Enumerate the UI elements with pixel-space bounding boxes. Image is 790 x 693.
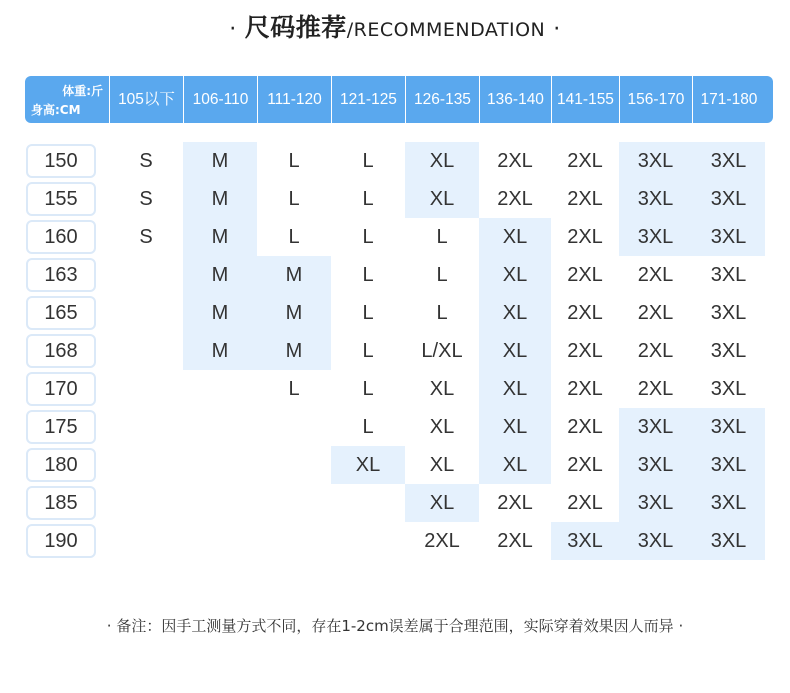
size-cell: 3XL xyxy=(710,378,747,400)
height-unit-label: 身高:CM xyxy=(31,103,81,117)
size-cell: 2XL xyxy=(637,378,674,400)
height-cell: 170 xyxy=(26,372,96,406)
height-cell: 163 xyxy=(26,258,96,292)
size-cell: L xyxy=(288,188,300,210)
title-english: /RECOMMENDATION xyxy=(346,19,546,41)
size-cell: 3XL xyxy=(637,226,674,248)
size-cell: M xyxy=(211,226,229,248)
size-cell: M xyxy=(285,302,303,324)
size-cell: L xyxy=(362,416,374,438)
size-cell: 2XL xyxy=(567,378,603,400)
size-cell: 3XL xyxy=(637,150,674,172)
size-cell: 2XL xyxy=(637,302,674,324)
height-cell: 168 xyxy=(26,334,96,368)
size-cell: 3XL xyxy=(710,188,747,210)
size-cell: XL xyxy=(429,454,455,476)
height-cell: 155 xyxy=(26,182,96,216)
size-cell: 2XL xyxy=(497,530,533,552)
size-cell: M xyxy=(211,340,229,362)
size-cell: S xyxy=(139,150,153,172)
size-cell: XL xyxy=(429,188,455,210)
height-cell: 150 xyxy=(26,144,96,178)
size-cell: 3XL xyxy=(710,226,747,248)
size-cell: XL xyxy=(502,302,528,324)
size-cell: XL xyxy=(502,226,528,248)
size-cell: 2XL xyxy=(497,150,533,172)
size-cell: L xyxy=(362,302,374,324)
size-cell: 3XL xyxy=(710,302,747,324)
size-cell: XL xyxy=(502,416,528,438)
size-cell: L xyxy=(288,150,300,172)
header-column-6: 136-140 xyxy=(479,76,551,123)
size-cell: 3XL xyxy=(710,416,747,438)
size-cell: 3XL xyxy=(637,416,674,438)
header-column-4: 121-125 xyxy=(331,76,405,123)
size-cell: L xyxy=(362,150,374,172)
size-cell: XL xyxy=(355,454,381,476)
size-cell: 3XL xyxy=(710,530,747,552)
size-cell: L xyxy=(436,226,448,248)
size-cell: 3XL xyxy=(710,340,747,362)
size-cell: XL xyxy=(429,492,455,514)
size-cell: 2XL xyxy=(567,150,603,172)
height-cell: 185 xyxy=(26,486,96,520)
size-cell: 2XL xyxy=(567,264,603,286)
size-cell: 2XL xyxy=(567,340,603,362)
title-chinese: 尺码推荐 xyxy=(244,13,347,42)
size-cell: XL xyxy=(429,378,455,400)
size-cell: XL xyxy=(502,340,528,362)
size-cell: M xyxy=(211,188,229,210)
size-cell: M xyxy=(211,302,229,324)
size-cell: L xyxy=(362,264,374,286)
height-cell: 180 xyxy=(26,448,96,482)
size-cell: 2XL xyxy=(567,416,603,438)
size-cell: 3XL xyxy=(567,530,603,552)
size-cell: 2XL xyxy=(497,188,533,210)
size-cell: S xyxy=(139,188,153,210)
size-cell: L xyxy=(362,340,374,362)
size-cell: L xyxy=(362,226,374,248)
height-cell: 160 xyxy=(26,220,96,254)
header-column-1: 105以下 xyxy=(109,76,183,123)
size-cell: L xyxy=(362,188,374,210)
size-cell: 3XL xyxy=(637,492,674,514)
size-cell: 3XL xyxy=(710,150,747,172)
size-cell: L xyxy=(436,302,448,324)
size-cell: L xyxy=(288,378,300,400)
size-cell: 2XL xyxy=(567,492,603,514)
size-cell: 2XL xyxy=(567,302,603,324)
size-cell: XL xyxy=(502,264,528,286)
size-cell: 2XL xyxy=(424,530,460,552)
size-cell: L xyxy=(436,264,448,286)
footnote: · 备注：因手工测量方式不同，存在1-2cm误差属于合理范围，实际穿着效果因人而异 · xyxy=(106,617,684,635)
size-cell: M xyxy=(285,340,303,362)
size-cell: 3XL xyxy=(637,454,674,476)
height-cell: 175 xyxy=(26,410,96,444)
size-cell: 2XL xyxy=(567,454,603,476)
size-cell: 3XL xyxy=(710,492,747,514)
size-cell: XL xyxy=(429,416,455,438)
size-cell: 2XL xyxy=(637,340,674,362)
size-cell: XL xyxy=(502,454,528,476)
height-cell: 165 xyxy=(26,296,96,330)
title-dot-left: · xyxy=(229,17,237,42)
size-cell: XL xyxy=(429,150,455,172)
size-cell: 2XL xyxy=(567,188,603,210)
size-cell: 3XL xyxy=(710,454,747,476)
size-cell: 3XL xyxy=(710,264,747,286)
header-column-3: 111-120 xyxy=(257,76,331,123)
size-cell: M xyxy=(211,150,229,172)
size-cell: L/XL xyxy=(421,340,463,362)
size-cell: M xyxy=(211,264,229,286)
header-column-5: 126-135 xyxy=(405,76,479,123)
size-cell: 2XL xyxy=(637,264,674,286)
size-cell: L xyxy=(362,378,374,400)
size-cell: 3XL xyxy=(637,188,674,210)
size-cell: XL xyxy=(502,378,528,400)
header-column-9: 171-180 xyxy=(692,76,765,123)
size-cell: M xyxy=(285,264,303,286)
size-cell: S xyxy=(139,226,153,248)
size-cell: 2XL xyxy=(497,492,533,514)
size-cell: L xyxy=(288,226,300,248)
header-column-2: 106-110 xyxy=(183,76,257,123)
size-cell: 2XL xyxy=(567,226,603,248)
size-cell: 3XL xyxy=(637,530,674,552)
header-column-8: 156-170 xyxy=(619,76,692,123)
title-dot-right: · xyxy=(553,17,561,42)
height-cell: 190 xyxy=(26,524,96,558)
header-column-7: 141-155 xyxy=(551,76,619,123)
weight-unit-label: 体重:斤 xyxy=(62,84,103,98)
